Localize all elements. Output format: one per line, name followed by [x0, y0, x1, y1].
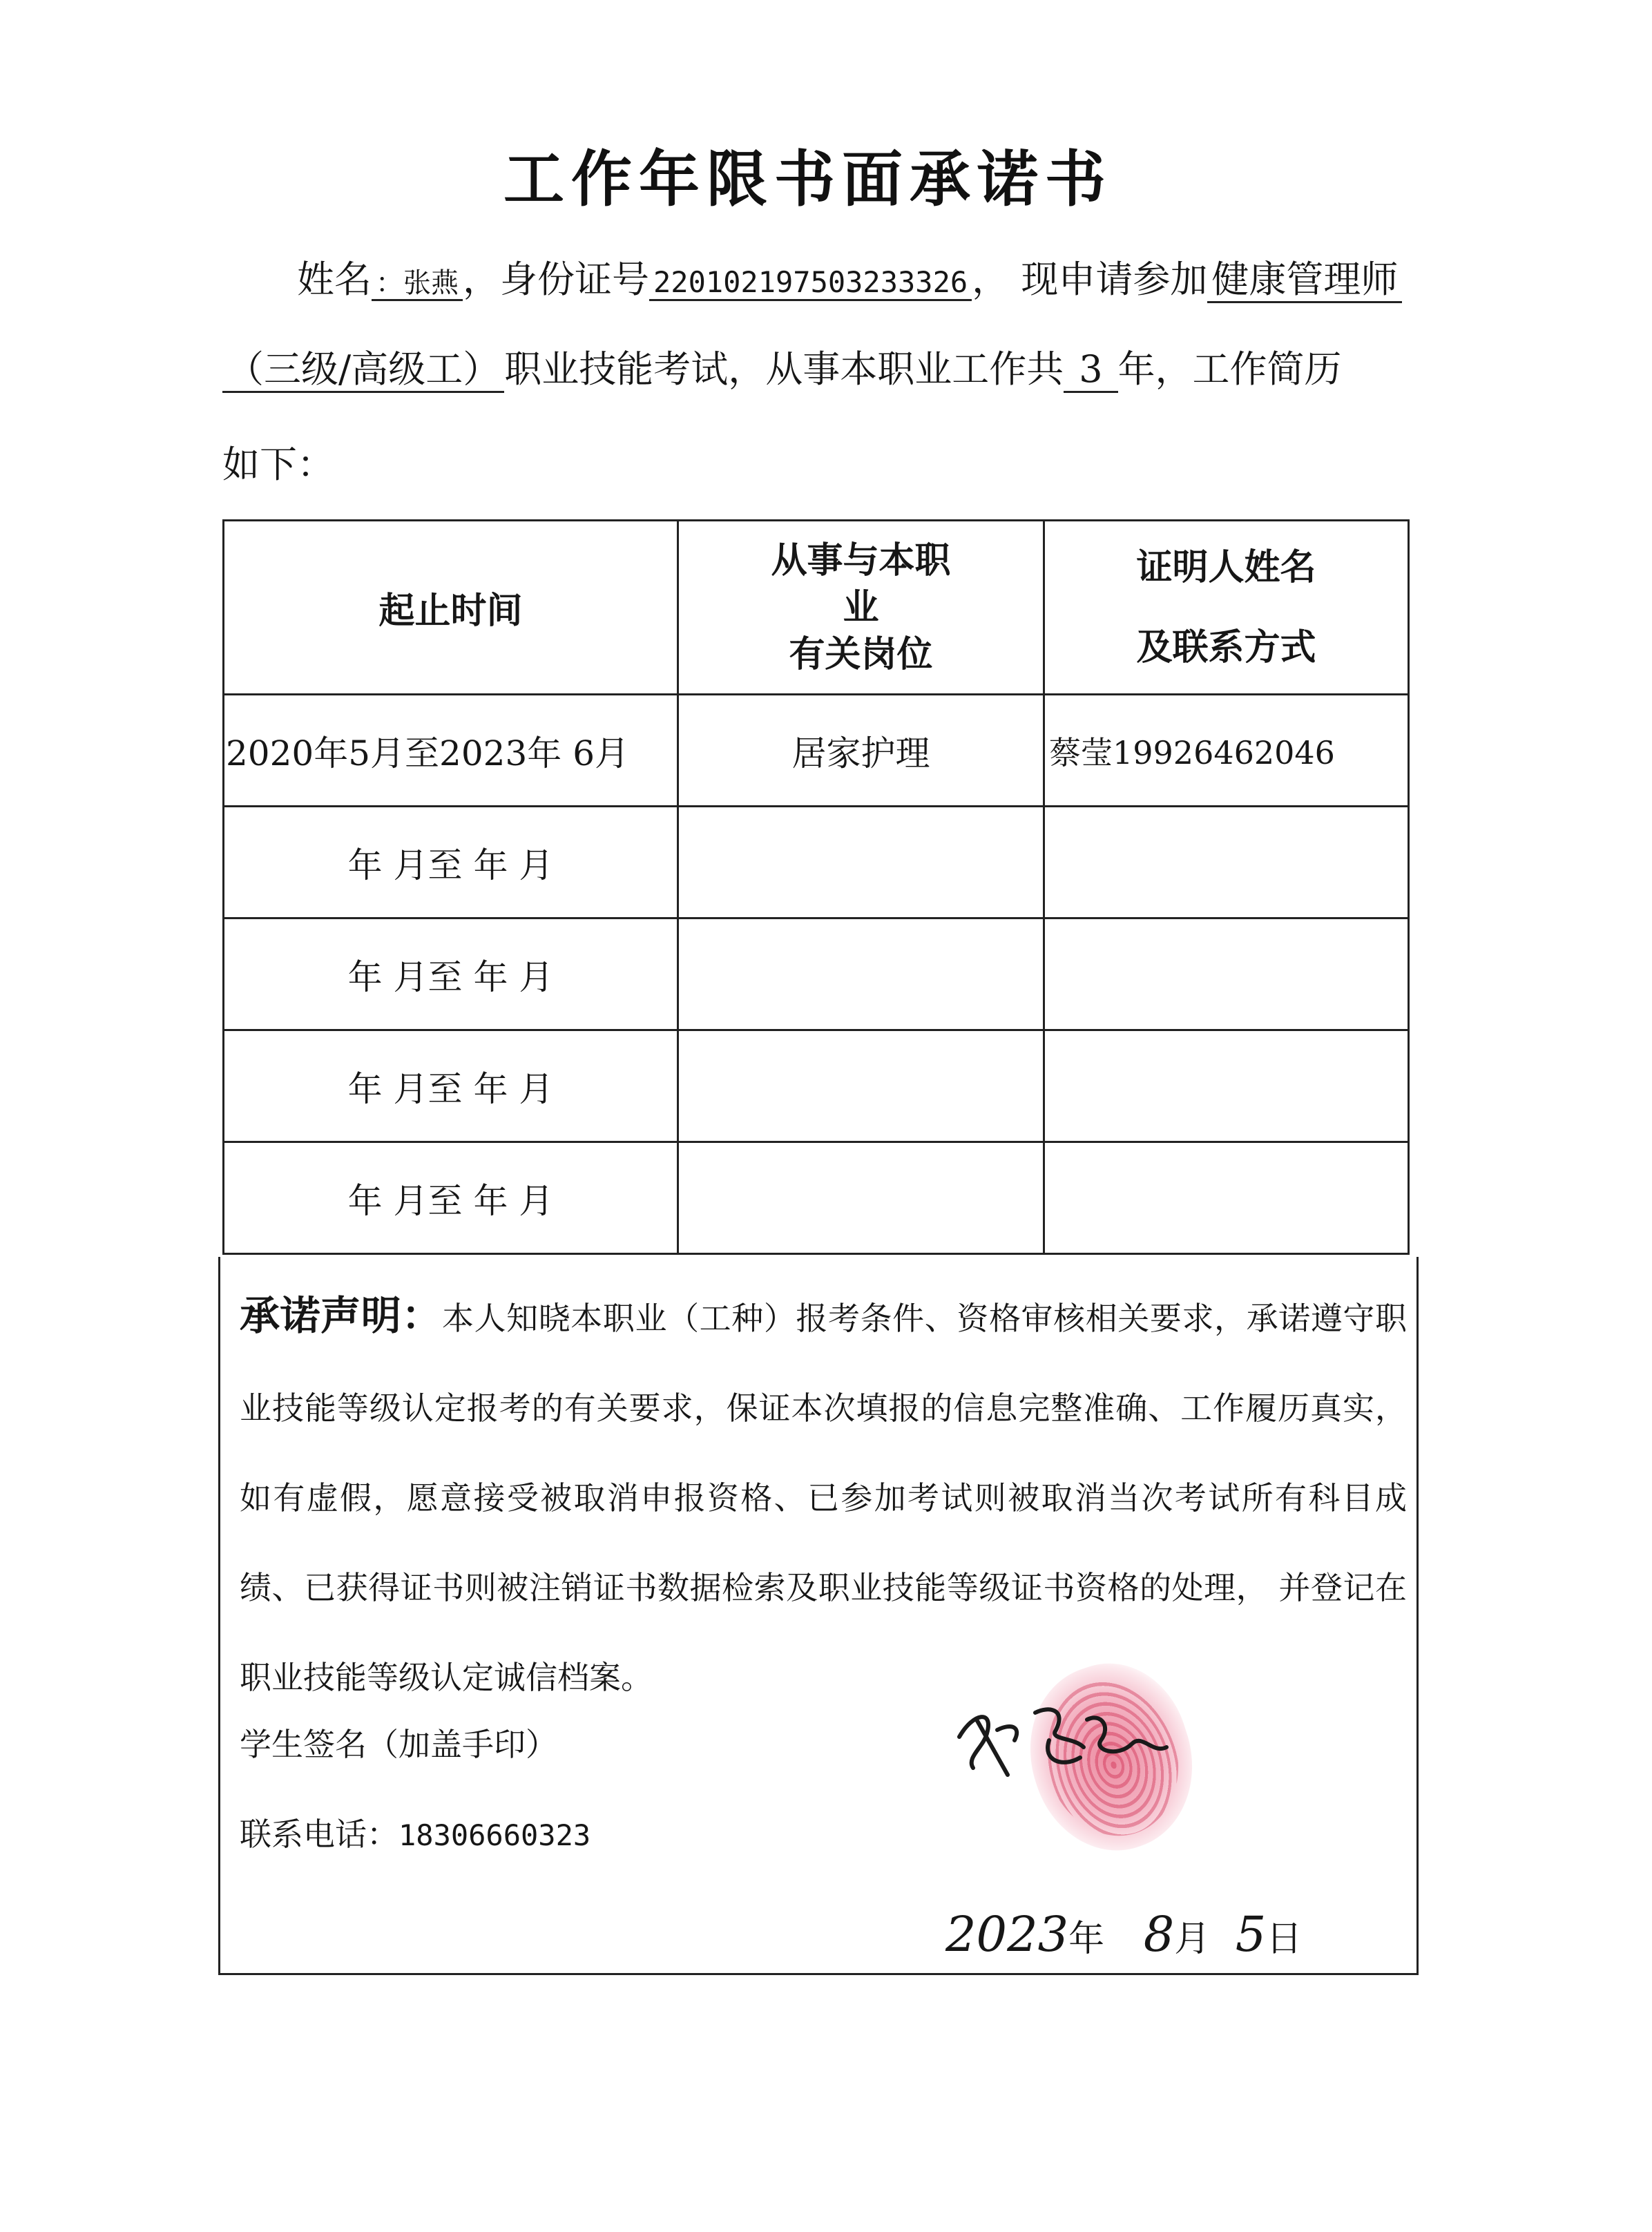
header-position: 从事与本职 业 有关岗位	[678, 521, 1044, 695]
table-header-row	[224, 521, 1409, 695]
occupation-field: 健康管理师	[1207, 258, 1402, 303]
table-row	[224, 1030, 1409, 1142]
table-row	[224, 1142, 1409, 1254]
witness-cell: 蔡莹19926462046	[1044, 695, 1409, 807]
header-period: 起止时间	[224, 521, 678, 695]
table-row	[224, 807, 1409, 918]
id-number-field: 220102197503233326	[649, 265, 972, 301]
period-cell: 2020年5月至2023年 6月	[224, 695, 678, 807]
intro-line-2	[222, 347, 1342, 391]
work-history-table	[222, 519, 1410, 1255]
declaration-heading: 承诺声明：	[240, 1292, 442, 1339]
period-cell: 年 月至 年 月	[224, 918, 678, 1030]
position-cell	[678, 1142, 1044, 1254]
signature-label: 学生签名（加盖手印）	[240, 1726, 557, 1763]
position-cell	[678, 807, 1044, 918]
declaration-box	[218, 1257, 1419, 1975]
table-row	[224, 918, 1409, 1030]
period-cell: 年 月至 年 月	[224, 1030, 678, 1142]
witness-cell	[1044, 807, 1409, 918]
document-title: 工作年限书面承诺书	[503, 144, 1113, 215]
exam-text: 职业技能考试，从事本职业工作共	[504, 347, 1064, 391]
witness-cell	[1044, 918, 1409, 1030]
witness-cell	[1044, 1142, 1409, 1254]
apply-text: ， 现申请参加	[972, 258, 1208, 301]
witness-cell	[1044, 1030, 1409, 1142]
level-field: （三级/高级工）	[222, 347, 504, 393]
phone-number: 18306660323	[398, 1818, 591, 1852]
position-cell: 居家护理	[678, 695, 1044, 807]
handwritten-signature	[945, 1671, 1236, 1809]
date-year: 2023	[945, 1906, 1069, 1963]
intro-line-3: 如下：	[222, 443, 334, 486]
intro-line-1	[297, 258, 1402, 301]
header-witness: 证明人姓名 及联系方式	[1044, 521, 1409, 695]
declaration-text	[240, 1271, 1407, 1722]
period-cell: 年 月至 年 月	[224, 807, 678, 918]
years-suffix: 年，工作简历	[1117, 347, 1342, 391]
phone-line	[240, 1809, 590, 1855]
position-cell	[678, 918, 1044, 1030]
date-day: 5	[1235, 1906, 1267, 1963]
table-row	[224, 695, 1409, 807]
date-month: 8	[1143, 1906, 1175, 1963]
years-field: 3	[1064, 347, 1117, 393]
declaration-body: 本人知晓本职业（工种）报考条件、资格审核相关要求，承诺遵守职业技能等级认定报考的有关要求，保证本次填报的信息完整准确、工作履历真实，如有虚假，愿意接受被取消申报资格、已参加考试则被取消当次考试所有科目成绩、已获得证书则被注销证书数据检索及职业技能等级证书资格的处理， 并登记在职业技能等级认定诚信档案。	[240, 1300, 1407, 1696]
name-field: ：张燕	[372, 267, 463, 301]
date-month-suffix: 月	[1174, 1918, 1211, 1960]
phone-label: 联系电话：	[240, 1816, 398, 1853]
position-cell	[678, 1030, 1044, 1142]
date-line	[945, 1906, 1302, 1963]
date-year-suffix: 年	[1068, 1918, 1105, 1960]
period-cell: 年 月至 年 月	[224, 1142, 678, 1254]
date-day-suffix: 日	[1266, 1918, 1303, 1960]
id-label: ，身份证号	[463, 258, 649, 301]
name-label: 姓名	[297, 258, 372, 301]
